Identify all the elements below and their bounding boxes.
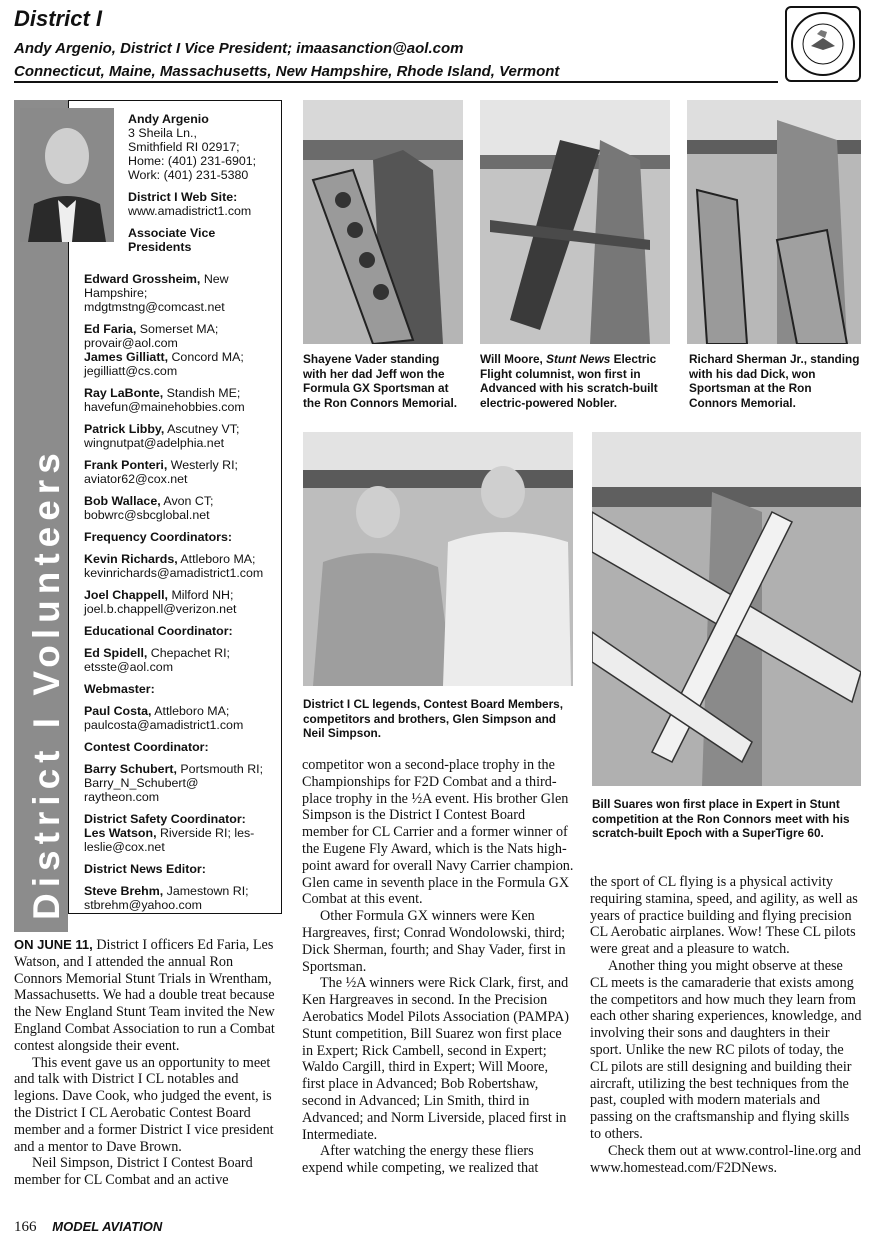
news-label: District News Editor: [84, 862, 206, 876]
volunteer-entry: Edward Grossheim, New Hampshire; [84, 272, 229, 300]
photo-richard-sherman [687, 100, 861, 344]
volunteer-email[interactable]: bobwrc@sbcglobal.net [84, 508, 210, 522]
article-paragraph: Check them out at www.control-line.org and www.homestead.com/F2DNews. [590, 1142, 861, 1176]
vp-address1: 3 Sheila Ln., [128, 126, 197, 140]
volunteer-list [84, 272, 276, 912]
volunteer-entry: Paul Costa, Attleboro MA; [84, 704, 230, 718]
article-paragraph: Other Formula GX winners were Ken Hargreaves, first; Conrad Wondolowski, third; Dick Sherman, fourth; and Shay Vader, first in Sportsman. [302, 908, 566, 975]
article-column-3 [590, 874, 862, 1176]
article-paragraph: the sport of CL flying is a physical activity requiring stamina, speed, and agility, as well as years of practice building and flying precision CL Aerobatic airplanes. Wow! These CL pilots were great and a pleasure to watch. [590, 874, 858, 958]
web-site-url[interactable]: www.amadistrict1.com [128, 204, 252, 218]
safety-label: District Safety Coordinator: [84, 812, 246, 826]
article-paragraph: The ½A winners were Rick Clark, first, and Ken Hargreaves in second. In the Precision Aerobatics Model Pilots Association (PAMPA) Stunt competition, Bill Suarez won first place in Expert; Rick Cambell, second in Expert; Waldo Cargill, third in Expert; Will Moore, first place in Advanced; Bob Robertshaw, second in Advanced; Lin Smith, third in Advanced; and Norm Liverside, placed first in Intermediate. [302, 975, 569, 1143]
page-footer [14, 1219, 162, 1236]
vp-line: Andy Argenio, District I Vice President; imaasanction@aol.com [14, 40, 464, 57]
volunteer-entry: Les Watson, Riverside RI; les- [84, 826, 255, 840]
freq-label: Frequency Coordinators: [84, 530, 233, 544]
vp-contact [128, 112, 278, 254]
vp-home-phone: Home: (401) 231-6901; [128, 154, 257, 168]
volunteer-entry: Ed Faria, Somerset MA; [84, 322, 219, 336]
volunteer-email[interactable]: raytheon.com [84, 790, 160, 804]
article-paragraph: ON JUNE 11, District I officers Ed Faria, Les Watson, and I attended the annual Ron Connors Memorial Stunt Trials in Wrentham, Massachusetts. We had a double treat because the New England Stunt Team invited the New England Combat Association to run a Combat contest alongside their event. [14, 937, 275, 1054]
header-rule [14, 81, 778, 83]
vp-name: Andy Argenio [128, 112, 209, 126]
sidebar-title: District I Volunteers [26, 447, 67, 920]
webmaster-label: Webmaster: [84, 682, 155, 696]
photo-bill-suares [592, 432, 861, 786]
article-column-1 [14, 937, 282, 1189]
volunteer-email[interactable]: jegilliatt@cs.com [84, 364, 178, 378]
vp-work-phone: Work: (401) 231-5380 [128, 168, 249, 182]
caption-will-moore: Will Moore, Stunt News Electric Flight columnist, won first in Advanced with his scratch-built electric-powered Nobler. [480, 352, 658, 410]
volunteer-email[interactable]: leslie@cox.net [84, 840, 165, 854]
caption-simpson: District I CL legends, Contest Board Members, competitors and brothers, Glen Simpson and Neil Simpson. [303, 697, 564, 740]
article-paragraph: After watching the energy these fliers expend while competing, we realized that [302, 1143, 539, 1177]
volunteer-entry: James Gilliatt, Concord MA; [84, 350, 244, 364]
photo-will-moore [480, 100, 670, 344]
volunteer-entry: Kevin Richards, Attleboro MA; [84, 552, 256, 566]
volunteer-email[interactable]: kevinrichards@amadistrict1.com [84, 566, 264, 580]
edu-label: Educational Coordinator: [84, 624, 233, 638]
volunteer-email[interactable]: havefun@mainehobbies.com [84, 400, 245, 414]
magazine-name: MODEL AVIATION [52, 1219, 163, 1234]
article-paragraph: Another thing you might observe at these CL meets is the camaraderie that exists among the competitors and how much they learn from each other sharing experiences, knowledge, and involving their sons and daughters in their sport. Unlike the new RC pilots of today, the CL pilots are still designing and building their aircraft, utilizing the best techniques from the past, coupled with modern materials and passing on the craftsmanship and flying skills to others. [590, 957, 862, 1142]
volunteer-email[interactable]: wingnutpat@adelphia.net [84, 436, 225, 450]
volunteer-email[interactable]: paulcosta@amadistrict1.com [84, 718, 244, 732]
volunteer-email[interactable]: stbrehm@yahoo.com [84, 898, 202, 912]
vp-portrait [20, 108, 114, 242]
volunteer-entry: Ed Spidell, Chepachet RI; [84, 646, 230, 660]
photo-simpson-brothers [303, 432, 573, 686]
volunteer-email[interactable]: mdgtmstng@comcast.net [84, 300, 225, 314]
volunteer-entry: Bob Wallace, Avon CT; [84, 494, 214, 508]
photo-shayene-vader [303, 100, 463, 344]
volunteer-entry: Joel Chappell, Milford NH; [84, 588, 234, 602]
ama-district-logo [785, 6, 861, 82]
article-column-2 [302, 757, 574, 1177]
volunteer-email[interactable]: etsste@aol.com [84, 660, 174, 674]
volunteer-entry: Patrick Libby, Ascutney VT; [84, 422, 240, 436]
volunteer-email[interactable]: aviator62@cox.net [84, 472, 188, 486]
volunteer-entry: Ray LaBonte, Standish ME; [84, 386, 241, 400]
volunteer-email[interactable]: Barry_N_Schubert@ [84, 776, 199, 790]
district-title: District I [14, 6, 103, 31]
volunteer-entry: Steve Brehm, Jamestown RI; [84, 884, 249, 898]
volunteer-email[interactable]: provair@aol.com [84, 336, 178, 350]
article-paragraph: competitor won a second-place trophy in the Championships for F2D Combat and a third-place trophy in the ½A event. His brother Glen Simpson is the District I Contest Board member for CL Carrier and a former winner of the Eugene Fly Award, which is the Nats high-point award for overall Navy Carrier champion. Glen came in seventh place in the Formula GX Combat at this event. [302, 757, 574, 908]
states-line: Connecticut, Maine, Massachusetts, New Hampshire, Rhode Island, Vermont [14, 63, 560, 80]
volunteer-entry: Barry Schubert, Portsmouth RI; [84, 762, 264, 776]
caption-shayene: Shayene Vader standing with her dad Jeff won the Formula GX Sportsman at the Ron Connors Memorial. [303, 352, 458, 410]
contest-label: Contest Coordinator: [84, 740, 209, 754]
article-paragraph: Neil Simpson, District I Contest Board member for CL Combat and an active [14, 1155, 253, 1189]
volunteer-email[interactable]: joel.b.chappell@verizon.net [84, 602, 237, 616]
avp-label-line1: Associate Vice [128, 226, 216, 240]
web-site-label: District I Web Site: [128, 190, 238, 204]
caption-bill-suares: Bill Suares won first place in Expert in Stunt competition at the Ron Connors meet with his scratch-built Epoch with a SuperTigre 60. [592, 797, 850, 840]
avp-label-line2: Presidents [128, 240, 192, 254]
volunteer-entry: Frank Ponteri, Westerly RI; [84, 458, 238, 472]
caption-richard-sherman: Richard Sherman Jr., standing with his dad Dick, won Sportsman at the Ron Connors Memorial. [689, 352, 860, 410]
article-paragraph: This event gave us an opportunity to meet and talk with District I CL notables and legions. Dave Cook, who judged the event, is the District I CL Aerobatic Contest Board member and a former District I vice president and a mentor to Dave Brown. [14, 1054, 274, 1155]
page-number: 166 [14, 1219, 37, 1235]
vp-address2: Smithfield RI 02917; [128, 140, 240, 154]
